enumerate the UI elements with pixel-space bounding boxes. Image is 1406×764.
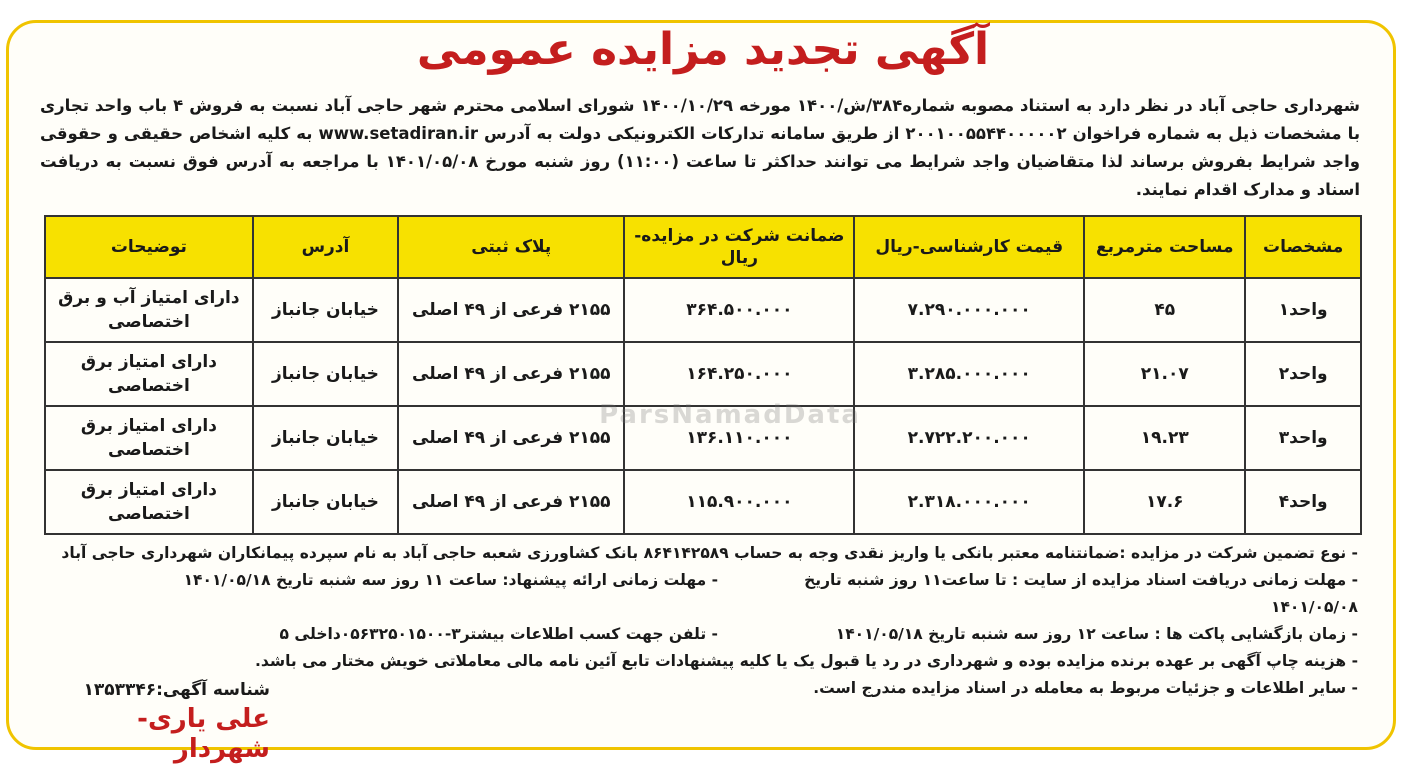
- header-description: توضیحات: [45, 216, 253, 278]
- cell-spec: واحد۲: [1245, 342, 1361, 406]
- cell-spec: واحد۱: [1245, 278, 1361, 342]
- cell-description: دارای امتیاز برق اختصاصی: [45, 406, 253, 470]
- cell-area: ۴۵: [1084, 278, 1245, 342]
- signature-block: [40, 680, 270, 764]
- cell-description: دارای امتیاز آب و برق اختصاصی: [45, 278, 253, 342]
- header-address: آدرس: [253, 216, 398, 278]
- cell-guarantee: ۱۳۶.۱۱۰.۰۰۰: [624, 406, 854, 470]
- cell-price: ۳.۲۸۵.۰۰۰.۰۰۰: [854, 342, 1084, 406]
- note-doc-deadline: - مهلت زمانی دریافت اسناد مزایده از سایت : تا ساعت۱۱ روز شنبه تاریخ ۱۴۰۱/۰۵/۰۸: [804, 571, 1358, 616]
- note-guarantee-type: - نوع تضمین شرکت در مزایده :ضمانتنامه معتبر بانکی یا واریز نقدی وجه به حساب ۸۶۴۱۴۲۵۸۹ بانک کشاورزی شعبه حاجی آباد به نام سپرده پیمانکاران شهرداری حاجی آباد: [61, 544, 1358, 562]
- table-row: [45, 342, 1361, 406]
- note-offer-deadline: - مهلت زمانی ارائه پیشنهاد: ساعت ۱۱ روز سه شنبه تاریخ ۱۴۰۱/۰۵/۱۸: [183, 571, 718, 589]
- cell-address: خیابان جانباز: [253, 406, 398, 470]
- cell-area: ۲۱.۰۷: [1084, 342, 1245, 406]
- cell-spec: واحد۴: [1245, 470, 1361, 534]
- cell-description: دارای امتیاز برق اختصاصی: [45, 342, 253, 406]
- table-header-row: [45, 216, 1361, 278]
- table-row: [45, 406, 1361, 470]
- note-phone: - تلفن جهت کسب اطلاعات بیشتر۳-۰۵۶۳۲۵۰۱۵۰۰داخلی ۵: [279, 625, 718, 643]
- intro-paragraph: شهرداری حاجی آباد در نظر دارد به استناد مصوبه شماره۳۸۴/ش/۱۴۰۰ مورخه ۱۴۰۰/۱۰/۲۹ شورای اسلامی محترم شهر حاجی آباد نسبت به فروش ۴ باب واحد تجاری با مشخصات ذیل به شماره فراخوان ۲۰۰۱۰۰۵۵۴۴۰۰۰۰۰۲ از طریق سامانه تدارکات الکترونیکی دولت به آدرس www.setadiran.ir به کلیه اشخاص حقیقی و حقوقی واجد شرایط بفروش برساند لذا متقاضیان واجد شرایط می توانند حداکثر تا ساعت (۱۱:۰۰) روز شنبه مورخ ۱۴۰۱/۰۵/۰۸ با مراجعه به آدرس فوق نسبت به دریافت اسناد و مدارک اقدام نمایند.: [40, 96, 1361, 199]
- cell-address: خیابان جانباز: [253, 278, 398, 342]
- header-guarantee: ضمانت شرکت در مزایده-ریال: [624, 216, 854, 278]
- auction-table: [44, 215, 1362, 535]
- header-spec: مشخصات: [1245, 216, 1361, 278]
- table-row: [45, 470, 1361, 534]
- cell-plak: ۲۱۵۵ فرعی از ۴۹ اصلی: [398, 406, 624, 470]
- table-row: [45, 278, 1361, 342]
- signer-name: علی یاری- شهردار: [137, 704, 270, 764]
- cell-price: ۲.۳۱۸.۰۰۰.۰۰۰: [854, 470, 1084, 534]
- cell-address: خیابان جانباز: [253, 470, 398, 534]
- cell-price: ۲.۷۲۲.۲۰۰.۰۰۰: [854, 406, 1084, 470]
- cell-spec: واحد۳: [1245, 406, 1361, 470]
- cell-area: ۱۷.۶: [1084, 470, 1245, 534]
- cell-guarantee: ۱۶۴.۲۵۰.۰۰۰: [624, 342, 854, 406]
- cell-guarantee: ۱۱۵.۹۰۰.۰۰۰: [624, 470, 854, 534]
- notes-row-deadlines: [48, 567, 1358, 621]
- watermark: ParsNamadData: [599, 400, 861, 430]
- cell-plak: ۲۱۵۵ فرعی از ۴۹ اصلی: [398, 342, 624, 406]
- cell-address: خیابان جانباز: [253, 342, 398, 406]
- note-other: - سایر اطلاعات و جزئیات مربوط به معامله در اسناد مزایده مندرج است.: [813, 679, 1358, 697]
- cell-guarantee: ۳۶۴.۵۰۰.۰۰۰: [624, 278, 854, 342]
- cell-plak: ۲۱۵۵ فرعی از ۴۹ اصلی: [398, 470, 624, 534]
- note-cost: - هزینه چاپ آگهی بر عهده برنده مزایده بوده و شهرداری در رد یا قبول یک یا کلیه پیشنهادات تابع آئین نامه مالی معاملاتی خویش مختار می باشد.: [255, 652, 1358, 670]
- page-title: آگهی تجدید مزایده عمومی: [416, 24, 990, 75]
- notes-section: [48, 540, 1358, 702]
- ad-id: شناسه آگهی:۱۳۵۳۳۴۶: [83, 680, 270, 700]
- cell-plak: ۲۱۵۵ فرعی از ۴۹ اصلی: [398, 278, 624, 342]
- cell-area: ۱۹.۲۳: [1084, 406, 1245, 470]
- header-price: قیمت کارشناسی-ریال: [854, 216, 1084, 278]
- cell-description: دارای امتیاز برق اختصاصی: [45, 470, 253, 534]
- cell-price: ۷.۲۹۰.۰۰۰.۰۰۰: [854, 278, 1084, 342]
- notes-row-opening: [48, 621, 1358, 648]
- header-plak: پلاک ثبتی: [398, 216, 624, 278]
- note-opening: - زمان بازگشایی پاکت ها : ساعت ۱۲ روز سه شنبه تاریخ ۱۴۰۱/۰۵/۱۸: [835, 625, 1358, 643]
- header-area: مساحت مترمربع: [1084, 216, 1245, 278]
